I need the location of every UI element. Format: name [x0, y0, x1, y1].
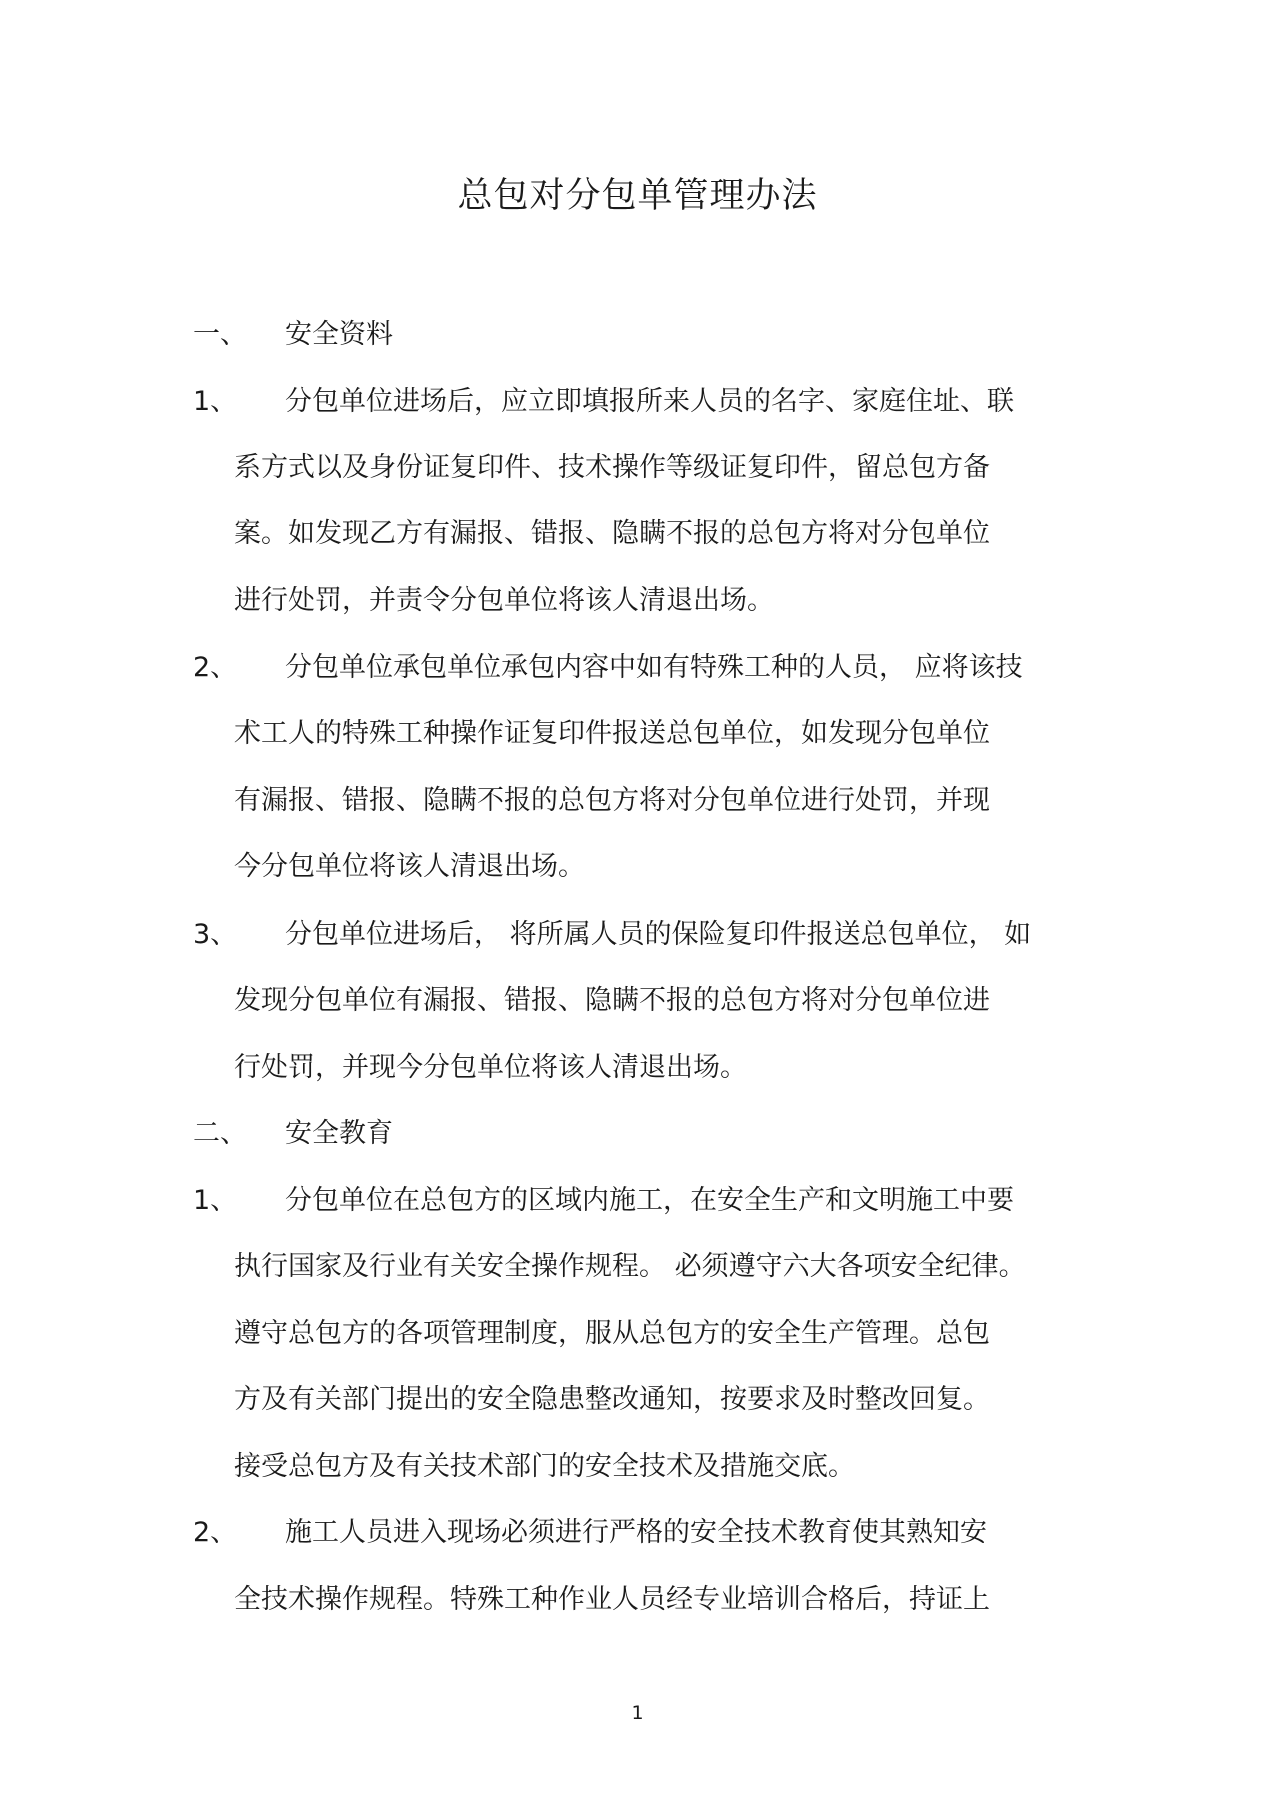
list-item [193, 1513, 987, 1553]
item-text-line: 分包单位承包单位承包内容中如有特殊工种的人员， 应将该技 [285, 652, 1023, 683]
item-text-line: 全技术操作规程。特殊工种作业人员经专业培训合格后，持证上 [234, 1584, 990, 1615]
section-marker: 一、 [193, 319, 247, 350]
item-text-line: 系方式以及身份证复印件、技术操作等级证复印件，留总包方备 [234, 452, 990, 483]
section-heading [193, 315, 393, 355]
item-marker: 1、 [193, 386, 238, 417]
item-text-line: 方及有关部门提出的安全隐患整改通知，按要求及时整改回复。 [234, 1384, 990, 1415]
list-item [193, 1181, 1014, 1221]
section-heading [193, 1114, 393, 1154]
item-text-line: 案。如发现乙方有漏报、错报、隐瞒不报的总包方将对分包单位 [234, 518, 990, 549]
page-number: 1 [631, 1702, 644, 1724]
item-marker: 3、 [193, 919, 238, 950]
item-marker: 2、 [193, 652, 238, 683]
item-marker: 2、 [193, 1517, 238, 1548]
item-text-line: 今分包单位将该人清退出场。 [234, 851, 585, 882]
item-text-line: 分包单位进场后，应立即填报所来人员的名字、家庭住址、联 [285, 386, 1014, 417]
item-text-line: 术工人的特殊工种操作证复印件报送总包单位，如发现分包单位 [234, 718, 990, 749]
item-text-line: 分包单位进场后， 将所属人员的保险复印件报送总包单位， 如 [285, 919, 1032, 950]
item-marker: 1、 [193, 1185, 238, 1216]
item-text-line: 行处罚，并现今分包单位将该人清退出场。 [234, 1052, 747, 1083]
item-text-line: 施工人员进入现场必须进行严格的安全技术教育使其熟知安 [285, 1517, 987, 1548]
section-marker: 二、 [193, 1118, 247, 1149]
item-text-line: 分包单位在总包方的区域内施工，在安全生产和文明施工中要 [285, 1185, 1014, 1216]
section-heading-text: 安全教育 [285, 1118, 393, 1149]
list-item [193, 382, 1014, 422]
document-title: 总包对分包单管理办法 [457, 176, 818, 216]
list-item [193, 915, 1031, 955]
item-text-line: 接受总包方及有关技术部门的安全技术及措施交底。 [234, 1451, 855, 1482]
list-item [193, 648, 1023, 688]
item-text-line: 遵守总包方的各项管理制度，服从总包方的安全生产管理。总包 [234, 1318, 990, 1349]
section-heading-text: 安全资料 [285, 319, 393, 350]
item-text-line: 有漏报、错报、隐瞒不报的总包方将对分包单位进行处罚，并现 [234, 785, 990, 816]
item-text-line: 发现分包单位有漏报、错报、隐瞒不报的总包方将对分包单位进 [234, 985, 990, 1016]
item-text-line: 执行国家及行业有关安全操作规程。 必须遵守六大各项安全纪律。 [234, 1251, 1026, 1282]
item-text-line: 进行处罚，并责令分包单位将该人清退出场。 [234, 585, 774, 616]
